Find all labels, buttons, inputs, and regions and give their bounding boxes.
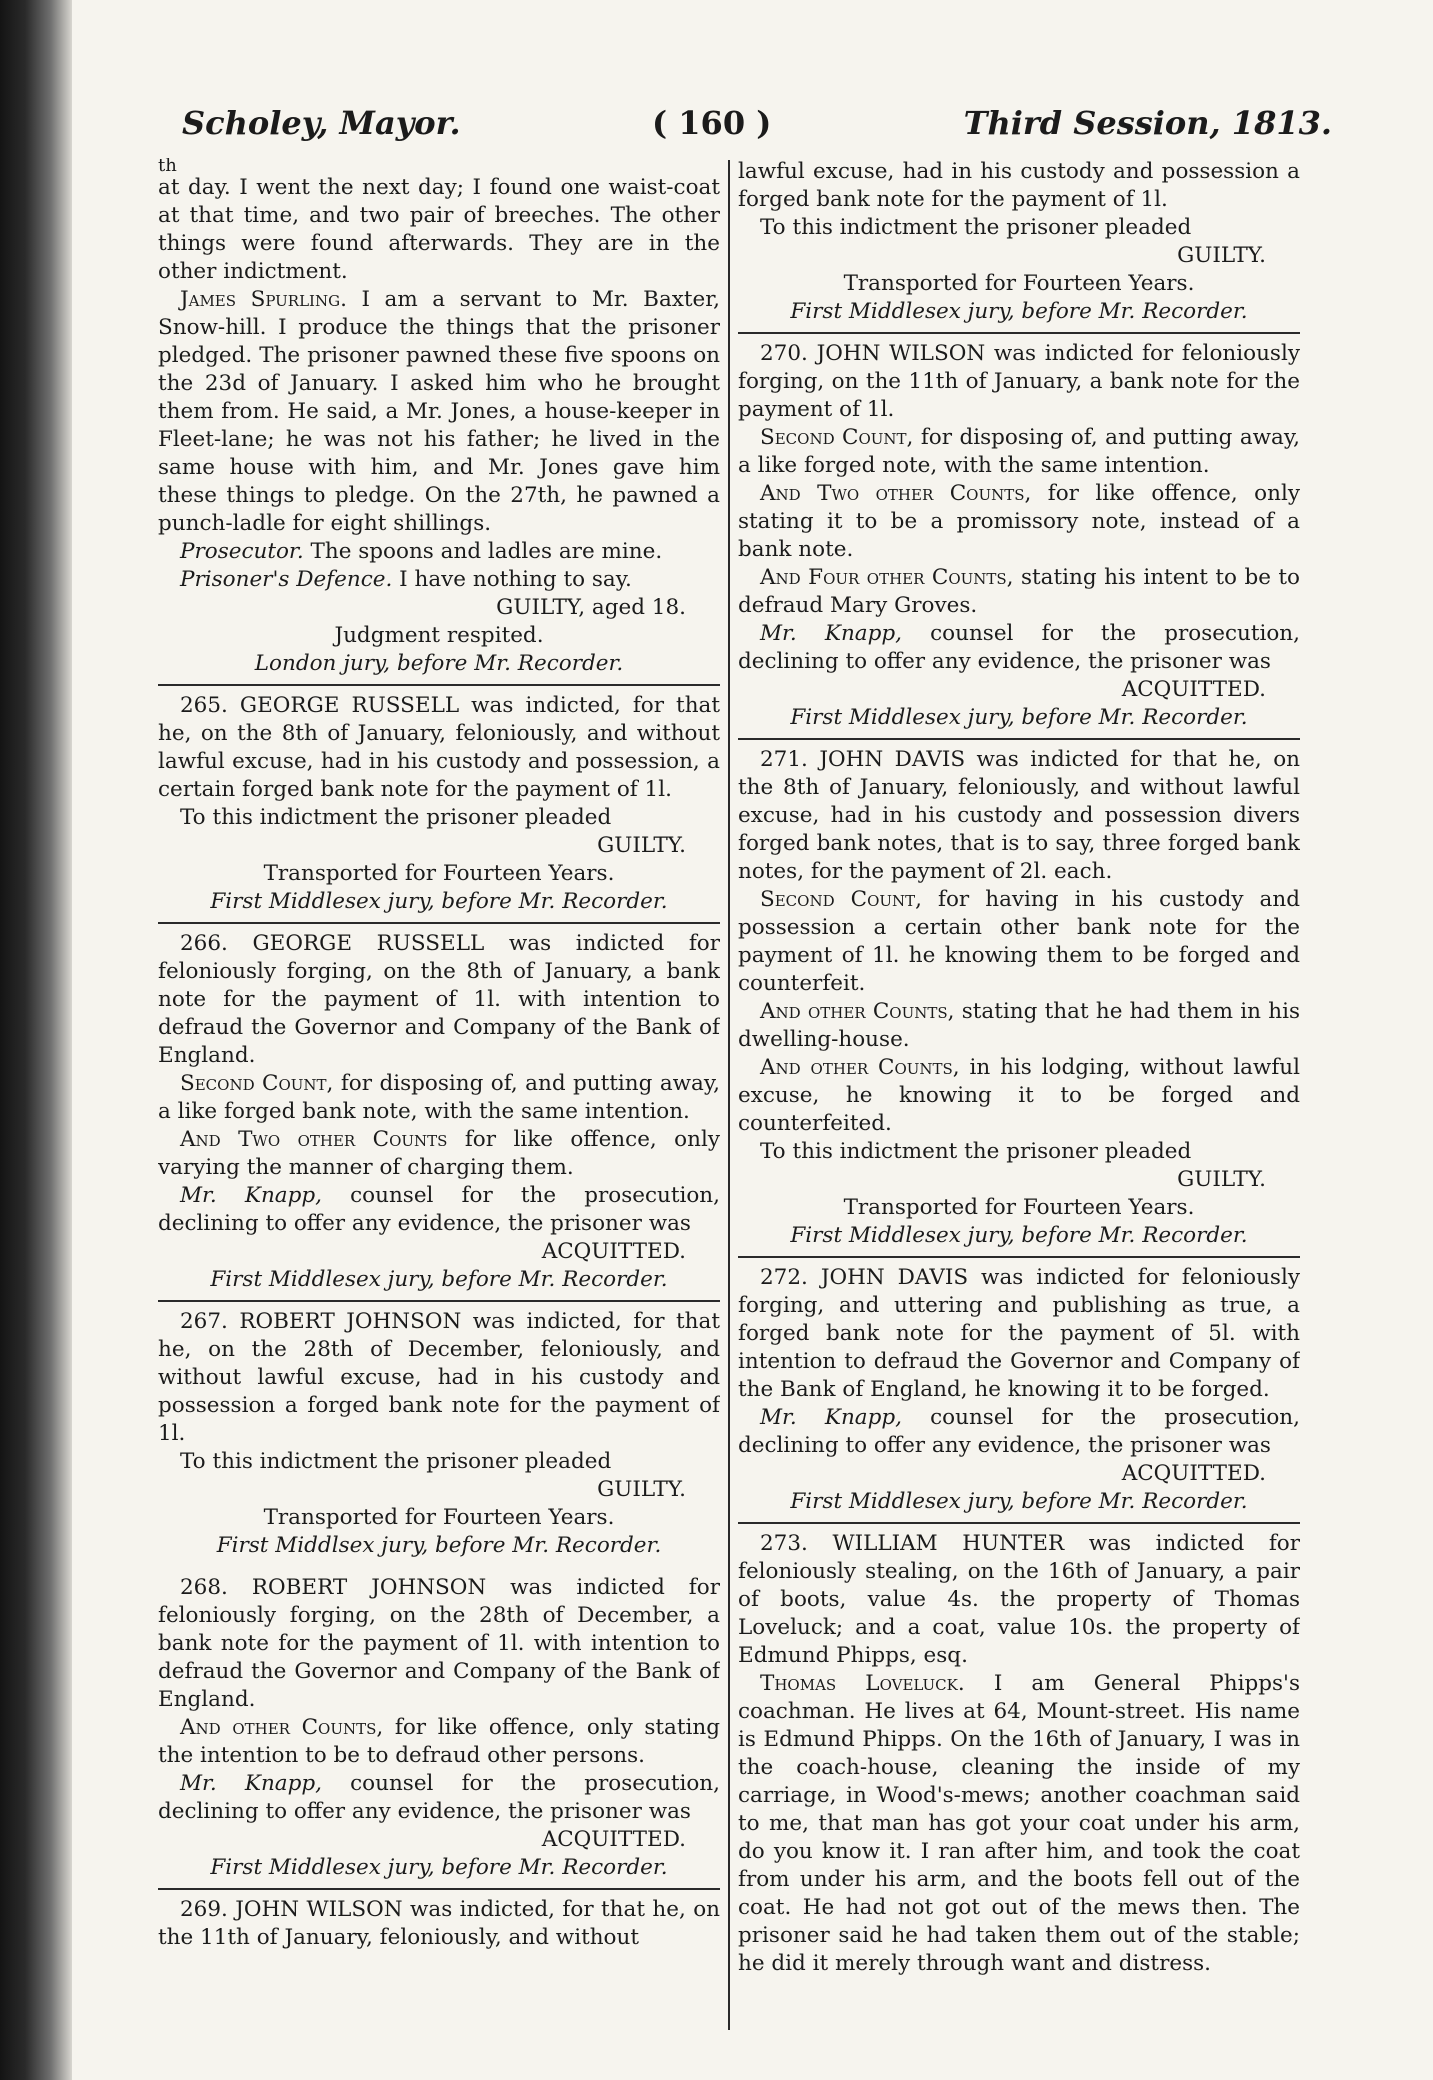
count-paragraph bbox=[738, 480, 1300, 564]
prosecutor-text: The spoons and ladles are mine. bbox=[310, 539, 663, 564]
verdict: GUILTY. bbox=[597, 833, 686, 858]
jury-line: First Middlesex jury, before Mr. Recorder. bbox=[210, 889, 668, 914]
count-text: for disposing of, and putting away, a like forged bank note, with the same intention. bbox=[158, 1071, 720, 1124]
counsel-name: Mr. Knapp, bbox=[180, 1771, 322, 1796]
counsel-name: Mr. Knapp, bbox=[760, 1405, 902, 1430]
case-271: 271. JOHN DAVIS was indicted for that he, on the 8th of January, feloniously, and without lawful excuse, had in his custody and possession divers forged bank notes, that is to say, three forged bank notes, for the payment of 2l. each. bbox=[738, 747, 1300, 884]
counsel-name: Mr. Knapp, bbox=[760, 621, 902, 646]
counsel-text: counsel for the prosecution, declining to offer any evidence, the prisoner was bbox=[738, 1405, 1300, 1458]
case-separator bbox=[158, 922, 720, 924]
plea-line: To this indictment the prisoner pleaded bbox=[760, 1139, 1192, 1164]
jury-line: First Middlesex jury, before Mr. Recorder. bbox=[210, 1855, 668, 1880]
count-label: And Four other Counts, bbox=[760, 565, 1014, 590]
count-paragraph bbox=[738, 886, 1300, 998]
count-paragraph bbox=[738, 564, 1300, 620]
continuation-fragment: th bbox=[158, 158, 177, 176]
verdict: GUILTY. bbox=[1177, 243, 1266, 268]
count-text: for like offence, only stating the intention to be to defraud other persons. bbox=[158, 1715, 720, 1768]
case-270: 270. JOHN WILSON was indicted for feloniously forging, on the 11th of January, a bank note for the payment of 1l. bbox=[738, 341, 1300, 422]
case-separator bbox=[738, 738, 1300, 740]
verdict: ACQUITTED. bbox=[541, 1827, 686, 1852]
page-number: ( 160 ) bbox=[652, 104, 772, 142]
jury-line: London jury, before Mr. Recorder. bbox=[254, 651, 624, 676]
verdict: GUILTY. bbox=[1177, 1167, 1266, 1192]
page-header bbox=[182, 104, 1332, 160]
left-column bbox=[158, 158, 720, 2038]
counsel-name: Mr. Knapp, bbox=[180, 1183, 322, 1208]
witness-name: Thomas Loveluck. bbox=[760, 1671, 965, 1696]
plea-line: To this indictment the prisoner pleaded bbox=[180, 805, 612, 830]
jury-line: First Middlesex jury, before Mr. Recorder. bbox=[790, 1223, 1248, 1248]
case-273: 273. WILLIAM HUNTER was indicted for feloniously stealing, on the 16th of January, a pair of boots, value 4s. the property of Thomas Loveluck; and a coat, value 10s. the property of Edmund Phipps, esq. bbox=[738, 1531, 1300, 1668]
plea-line: To this indictment the prisoner pleaded bbox=[180, 1449, 612, 1474]
sentence: Transported for Fourteen Years. bbox=[263, 1505, 615, 1530]
case-separator bbox=[158, 1300, 720, 1302]
counsel-paragraph bbox=[158, 1770, 720, 1826]
count-label: And other Counts, bbox=[180, 1715, 384, 1740]
column-divider bbox=[728, 160, 730, 2030]
count-paragraph bbox=[738, 998, 1300, 1054]
count-paragraph bbox=[158, 1070, 720, 1126]
continuation-paragraph: at day. I went the next day; I found one waist-coat at that time, and two pair of breeches. The other things were found afterwards. They are in the other indictment. bbox=[158, 175, 720, 284]
count-paragraph bbox=[158, 1126, 720, 1182]
book-binding-edge bbox=[0, 0, 72, 2080]
jury-line: First Middlesex jury, before Mr. Recorder. bbox=[210, 1267, 668, 1292]
count-label: And Two other Counts, bbox=[760, 481, 1032, 506]
case-separator bbox=[738, 1256, 1300, 1258]
counsel-paragraph bbox=[158, 1182, 720, 1238]
verdict: GUILTY, aged 18. bbox=[496, 595, 686, 620]
case-separator bbox=[738, 1522, 1300, 1524]
case-268: 268. ROBERT JOHNSON was indicted for feloniously forging, on the 28th of December, a bank note for the payment of 1l. with intention to defraud the Governor and Company of the Bank of England. bbox=[158, 1575, 720, 1712]
count-paragraph bbox=[738, 424, 1300, 480]
count-text: stating that he had them in his dwelling-house. bbox=[738, 999, 1300, 1052]
count-text: for like offence, only varying the manner of charging them. bbox=[158, 1127, 720, 1180]
verdict: GUILTY. bbox=[597, 1477, 686, 1502]
counsel-text: counsel for the prosecution, declining to offer any evidence, the prisoner was bbox=[158, 1183, 720, 1236]
witness-spurling bbox=[158, 286, 720, 538]
case-267: 267. ROBERT JOHNSON was indicted, for that he, on the 28th of December, feloniously, and without lawful excuse, had in his custody and possession a forged bank note for the payment of 1l. bbox=[158, 1309, 720, 1446]
case-separator bbox=[158, 684, 720, 686]
sentence: Transported for Fourteen Years. bbox=[263, 861, 615, 886]
prisoner-defence bbox=[158, 566, 720, 594]
witness-name: James Spurling. bbox=[180, 287, 347, 312]
verdict: ACQUITTED. bbox=[1121, 677, 1266, 702]
case-266: 266. GEORGE RUSSELL was indicted for feloniously forging, on the 8th of January, a bank note for the payment of 1l. with intention to defraud the Governor and Company of the Bank of England. bbox=[158, 931, 720, 1068]
jury-line: First Middlesex jury, before Mr. Recorder. bbox=[790, 705, 1248, 730]
sentence: Transported for Fourteen Years. bbox=[843, 271, 1195, 296]
count-paragraph bbox=[158, 1714, 720, 1770]
defence-text: I have nothing to say. bbox=[399, 567, 632, 592]
witness-testimony: I am a servant to Mr. Baxter, Snow-hill. I produce the things that the prisoner pledged. The prisoner pawned these five spoons on the 23d of January. I asked him who he brought them from. He said, a Mr. Jones, a house-keeper in Fleet-lane; he was not his father; he lived in the same house with him, and Mr. Jones gave him these things to pledge. On the 27th, he pawned a punch-ladle for eight shillings. bbox=[158, 287, 720, 536]
case-separator bbox=[158, 1888, 720, 1890]
jury-line: First Middlesex jury, before Mr. Recorder. bbox=[790, 1489, 1248, 1514]
defence-label: Prisoner's Defence. bbox=[180, 567, 393, 592]
count-text: stating his intent to be to defraud Mary Groves. bbox=[738, 565, 1300, 618]
jury-line: First Middlsex jury, before Mr. Recorder. bbox=[216, 1533, 662, 1558]
header-session: Third Session, 1813. bbox=[963, 104, 1332, 142]
counsel-text: counsel for the prosecution, declining to offer any evidence, the prisoner was bbox=[158, 1771, 720, 1824]
count-text: for disposing of, and putting away, a like forged note, with the same intention. bbox=[738, 425, 1300, 478]
jury-line: First Middlesex jury, before Mr. Recorder. bbox=[790, 299, 1248, 324]
count-text: for having in his custody and possession a certain other bank note for the payment of 1l. he knowing them to be forged and counterfeit. bbox=[738, 887, 1300, 996]
verdict: ACQUITTED. bbox=[541, 1239, 686, 1264]
count-label: And Two other Counts bbox=[180, 1127, 448, 1152]
count-text: in his lodging, without lawful excuse, he knowing it to be forged and counterfeited. bbox=[738, 1055, 1300, 1136]
count-label: Second Count, bbox=[760, 887, 922, 912]
verdict: ACQUITTED. bbox=[1121, 1461, 1266, 1486]
plea-line: To this indictment the prisoner pleaded bbox=[760, 215, 1192, 240]
count-label: And other Counts, bbox=[760, 999, 955, 1024]
count-paragraph bbox=[738, 1054, 1300, 1138]
case-265: 265. GEORGE RUSSELL was indicted, for that he, on the 8th of January, feloniously, and without lawful excuse, had in his custody and possession, a certain forged bank note for the payment of 1l. bbox=[158, 693, 720, 802]
count-label: And other Counts, bbox=[760, 1055, 960, 1080]
counsel-text: counsel for the prosecution, declining to offer any evidence, the prisoner was bbox=[738, 621, 1300, 674]
sentence: Judgment respited. bbox=[334, 623, 544, 648]
right-column bbox=[738, 158, 1300, 2038]
witness-testimony: I am General Phipps's coachman. He lives at 64, Mount-street. His name is Edmund Phipps. On the 16th of January, I was in the coach-house, cleaning the inside of my carriage, in Wood's-mews; another coachman said to me, that man has got your coat under his arm, do you know it. I ran after him, and took the coat from under his arm, and the boots fell out of the coat. He had not got out of the mews then. The prisoner said he had taken them out of the stable; he did it merely through want and distress. bbox=[738, 1671, 1300, 1976]
prosecutor-label: Prosecutor. bbox=[180, 539, 304, 564]
case-272: 272. JOHN DAVIS was indicted for feloniously forging, and uttering and publishing as true, a forged bank note for the payment of 5l. with intention to defraud the Governor and Company of the Bank of England, he knowing it to be forged. bbox=[738, 1265, 1300, 1402]
sentence: Transported for Fourteen Years. bbox=[843, 1195, 1195, 1220]
case-269-continued: lawful excuse, had in his custody and possession a forged bank note for the payment of 1l. bbox=[738, 159, 1300, 212]
counsel-paragraph bbox=[738, 620, 1300, 676]
header-mayor: Scholey, Mayor. bbox=[182, 104, 461, 142]
count-label: Second Count, bbox=[180, 1071, 334, 1096]
count-label: Second Count, bbox=[760, 425, 914, 450]
case-separator bbox=[738, 332, 1300, 334]
count-text: for like offence, only stating it to be a promissory note, instead of a bank note. bbox=[738, 481, 1300, 562]
witness-loveluck bbox=[738, 1670, 1300, 1978]
case-269: 269. JOHN WILSON was indicted, for that he, on the 11th of January, feloniously, and without bbox=[158, 1897, 720, 1950]
counsel-paragraph bbox=[738, 1404, 1300, 1460]
prosecutor-statement bbox=[158, 538, 720, 566]
